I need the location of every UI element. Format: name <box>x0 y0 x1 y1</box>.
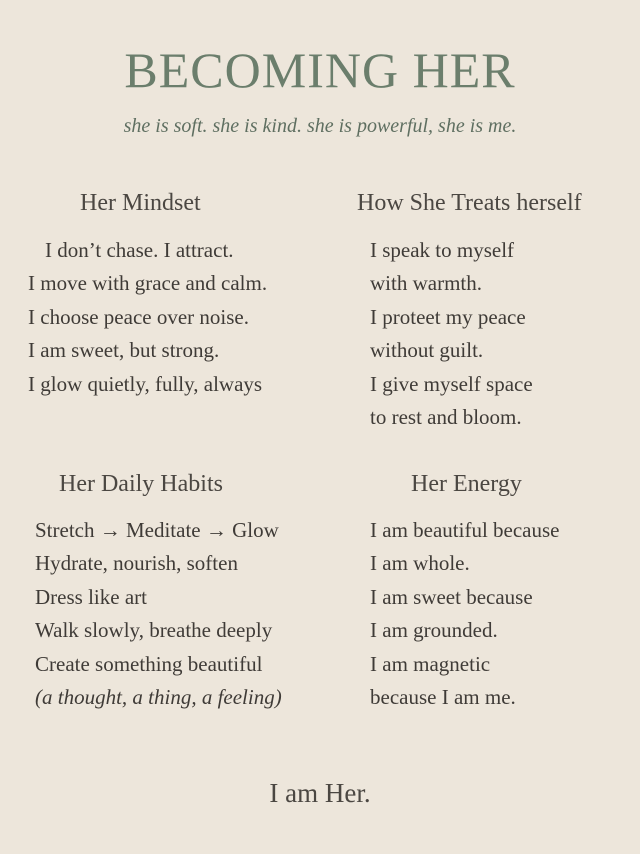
treats-herself-heading: How She Treats herself <box>357 190 582 216</box>
daily-habits-list <box>35 514 282 714</box>
energy-list <box>370 514 560 714</box>
mindset-line: I move with grace and calm. <box>28 271 268 296</box>
treats-herself-line: I give myself space <box>370 371 533 396</box>
treats-herself-line: I speak to myself <box>370 238 515 262</box>
mindset-heading: Her Mindset <box>80 190 201 216</box>
closing-affirmation: I am Her. <box>269 778 371 808</box>
daily-habits-line: Hydrate, nourish, soften <box>35 551 238 576</box>
page-subtitle: she is soft. she is kind. she is powerful, she is me. <box>123 115 517 137</box>
energy-line: I am magnetic <box>370 651 491 676</box>
mindset-list <box>28 234 267 401</box>
mindset-line: I glow quietly, fully, always <box>28 371 263 396</box>
treats-herself-line: without guilt. <box>370 338 484 363</box>
treats-herself-line: I proteet my peace <box>370 304 526 329</box>
energy-line: I am beautiful because <box>370 518 560 542</box>
treats-herself-line: to rest and bloom. <box>370 405 522 430</box>
daily-habits-line: Stretch → Meditate → Glow <box>35 518 279 542</box>
daily-habits-line: Dress like art <box>35 584 147 609</box>
mindset-line: I choose peace over noise. <box>28 304 249 329</box>
daily-habits-line: Create something beautiful <box>35 651 263 676</box>
treats-herself-line: with warmth. <box>370 271 482 296</box>
daily-habits-heading: Her Daily Habits <box>59 471 223 497</box>
mindset-line: I am sweet, but strong. <box>28 338 220 363</box>
mindset-line: I don’t chase. I attract. <box>45 238 234 262</box>
energy-line: because I am me. <box>370 685 516 710</box>
page-title: BECOMING HER <box>124 42 516 98</box>
energy-line: I am whole. <box>370 551 470 576</box>
energy-line: I am grounded. <box>370 618 498 643</box>
daily-habits-line: (a thought, a thing, a feeling) <box>35 685 282 710</box>
treats-herself-list <box>370 234 533 434</box>
daily-habits-line: Walk slowly, breathe deeply <box>35 618 273 643</box>
energy-heading: Her Energy <box>411 471 522 497</box>
energy-line: I am sweet because <box>370 584 533 609</box>
